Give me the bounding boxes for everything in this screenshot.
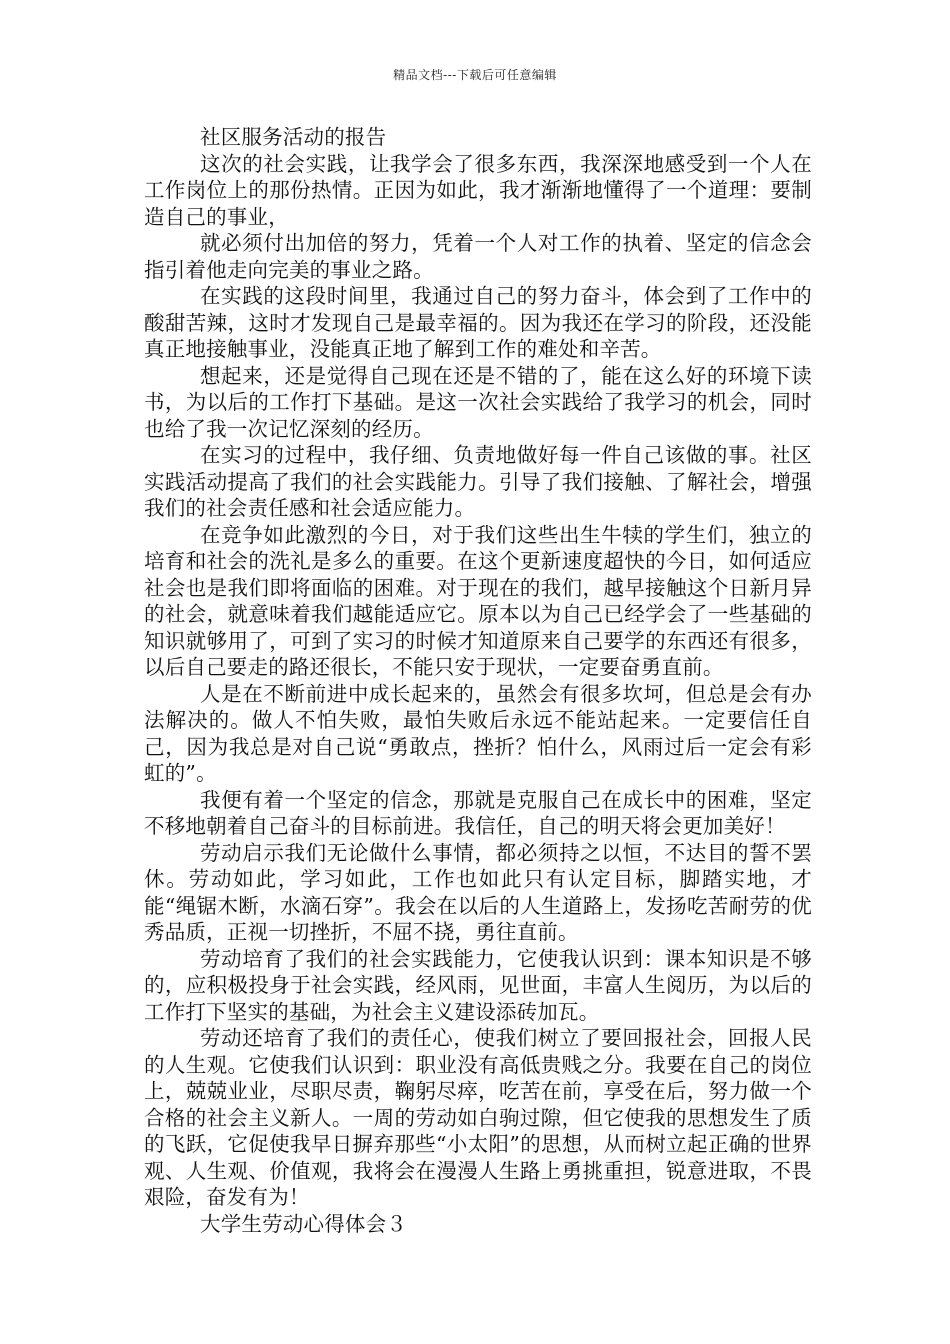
paragraph: 劳动培育了我们的社会实践能力，它使我认识到：课本知识是不够的，应积极投身于社会实践，经风雨，见世面，丰富人生阅历，为以后的工作打下坚实的基础，为社会主义建设添砖加瓦。 — [144, 946, 812, 1024]
document-body — [144, 124, 812, 1237]
document-title: 社区服务活动的报告 — [200, 125, 387, 149]
paragraph: 人是在不断前进中成长起来的，虽然会有很多坎坷，但总是会有办法解决的。做人不怕失败，最怕失败后永远不能站起来。一定要信任自己，因为我总是对自己说“勇敢点，挫折？怕什么，风雨过后一定会有彩虹的”。 — [144, 681, 812, 785]
paragraph: 在实践的这段时间里，我通过自己的努力奋斗，体会到了工作中的酸甜苦辣，这时才发现自己是最幸福的。因为我还在学习的阶段，还没能真正地接触事业，没能真正地了解到工作的难处和辛苦。 — [144, 284, 812, 361]
paragraph: 想起来，还是觉得自己现在还是不错的了，能在这么好的环境下读书，为以后的工作打下基础。是这一次社会实践给了我学习的机会，同时也给了我一次记忆深刻的经历。 — [144, 363, 812, 441]
paragraph: 劳动启示我们无论做什么事情，都必须持之以恒，不达目的誓不罢休。劳动如此，学习如此，工作也如此只有认定目标，脚踏实地，才能“绳锯木断，水滴石穿”。我会在以后的人生道路上，发扬吃苦耐劳的优秀品质，正视一切挫折，不屈不挠，勇往直前。 — [144, 840, 812, 944]
paragraph: 我便有着一个坚定的信念，那就是克服自己在成长中的困难，坚定不移地朝着自己奋斗的目标前进。我信任，自己的明天将会更加美好！ — [144, 787, 812, 838]
paragraph: 在实习的过程中，我仔细、负责地做好每一件自己该做的事。社区实践活动提高了我们的社会实践能力。引导了我们接触、了解社会，增强我们的社会责任感和社会适应能力。 — [144, 443, 812, 520]
page-header: 精品文档---下载后可任意编辑 — [393, 68, 557, 82]
paragraph: 就必须付出加倍的努力，凭着一个人对工作的执着、坚定的信念会指引着他走向完美的事业之路。 — [144, 231, 812, 282]
paragraph: 这次的社会实践，让我学会了很多东西，我深深地感受到一个人在工作岗位上的那份热情。正因为如此，我才渐渐地懂得了一个道理：要制造自己的事业， — [144, 151, 812, 229]
closing-heading: 大学生劳动心得体会３ — [200, 1211, 407, 1236]
paragraph: 劳动还培育了我们的责任心，使我们树立了要回报社会，回报人民的人生观。它使我们认识到：职业没有高低贵贱之分。我要在自己的岗位上，兢兢业业，尽职尽责，鞠躬尽瘁，吃苦在前，享受在后，努力做一个合格的社会主义新人。一周的劳动如白驹过隙，但它使我的思想发生了质的飞跃，它促使我早日摒弃那些“小太阳”的思想，从而树立起正确的世界观、人生观、价值观，我将会在漫漫人生路上勇挑重担，锐意进取，不畏艰险，奋发有为！ — [144, 1026, 812, 1209]
paragraph: 在竞争如此激烈的今日，对于我们这些出生牛犊的学生们，独立的培育和社会的洗礼是多么的重要。在这个更新速度超快的今日，如何适应社会也是我们即将面临的困难。对于现在的我们，越早接触这个日新月异的社会，就意味着我们越能适应它。原本以为自己已经学会了一些基础的知识就够用了，可到了实习的时候才知道原来自己要学的东西还有很多，以后自己要走的路还很长，不能只安于现状，一定要奋勇直前。 — [144, 522, 812, 679]
